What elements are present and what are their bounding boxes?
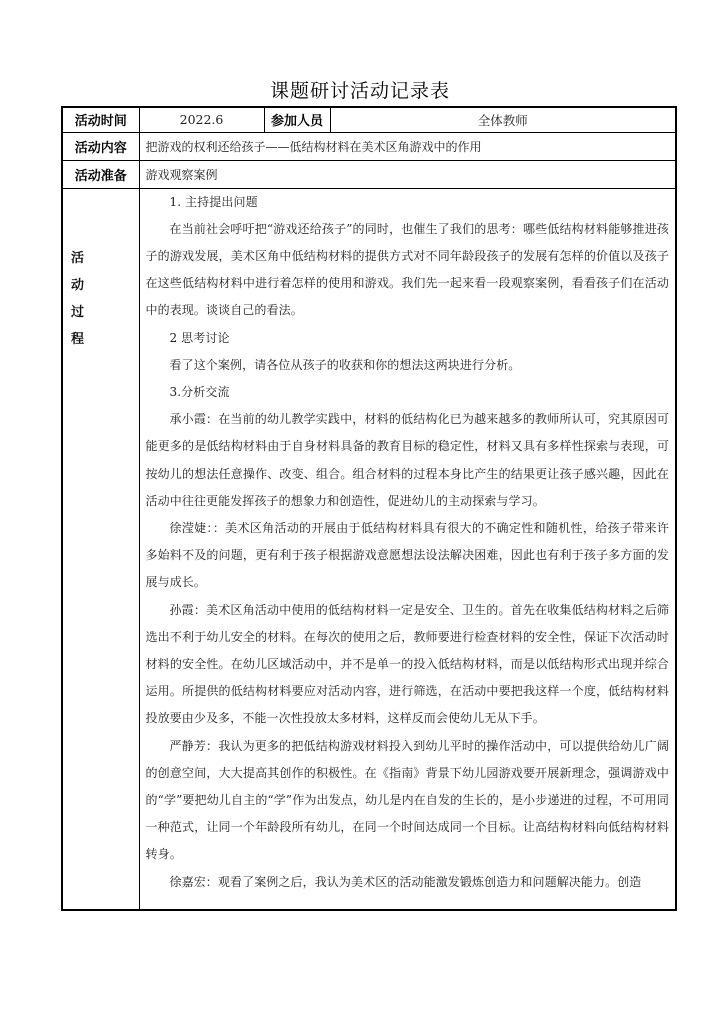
page-title: 课题研讨活动记录表	[269, 80, 450, 102]
row-activity-content	[62, 132, 676, 160]
row-activity-prep	[62, 160, 676, 188]
speaker-paragraph: 徐嘉宏：观看了案例之后，我认为美术区的活动能激发锻炼创造力和问题解决能力。创造	[169, 874, 642, 889]
process-char: 程	[71, 332, 85, 348]
process-char: 过	[71, 304, 85, 320]
value-activity-prep: 游戏观察案例	[139, 160, 676, 188]
section-heading: 3.分析交流	[169, 384, 230, 399]
value-participants: 全体教师	[330, 107, 676, 132]
section-heading: 2 思考讨论	[169, 330, 230, 345]
section-heading: 1. 主持提出问题	[169, 194, 258, 209]
value-activity-time: 2022.6	[139, 107, 264, 132]
speaker-paragraph: 孙霞：美术区角活动中使用的低结构材料一定是安全、卫生的。首先在收集低结构材料之后筛选出不利于幼儿安全的材料。在每次的使用之后，教师要进行检查材料的安全性，保证下次活动时材料的安全性。在幼儿区域活动中，并不是单一的投入低结构材料，而是以低结构形式出现并综合运用。所提供的低结构材料要应对活动内容，进行筛选，在活动中要把我这样一个度，低结构材料投放要由少及多，不能一次性投放太多材料，这样反而会使幼儿无从下手。	[145, 602, 669, 726]
value-activity-content: 把游戏的权利还给孩子——低结构材料在美术区角游戏中的作用	[139, 132, 676, 160]
label-activity-content: 活动内容	[62, 132, 139, 160]
speaker-paragraph: 严静芳：我认为更多的把低结构游戏材料投入到幼儿平时的操作活动中，可以提供给幼儿广阔的创意空间，大大提高其创作的积极性。在《指南》背景下幼儿园游戏要开展新理念，强调游戏中的“学”要把幼儿自主的“学”作为出发点，幼儿是内在自发的生长的，是小步递进的过程，不可用同一种范式，让同一个年龄段所有幼儿，在同一个时间达成同一个目标。让高结构材料向低结构材料转身。	[145, 738, 669, 862]
activity-process-content	[139, 188, 676, 910]
paragraph: 在当前社会呼吁把“游戏还给孩子”的同时，也催生了我们的思考：哪些低结构材料能够推进孩子的游戏发展，美术区角中低结构材料的提供方式对不同年龄段孩子的发展有怎样的价值以及孩子在这些低结构材料中进行着怎样的使用和游戏。我们先一起来看一段观察案例，看看孩子们在活动中的表现。谈谈自己的看法。	[145, 221, 669, 318]
process-char: 活	[71, 250, 85, 266]
speaker-paragraph: 徐滢婕：：美术区角活动的开展由于低结构材料具有很大的不确定性和随机性，给孩子带来许多始料不及的问题，更有利于孩子根据游戏意愿想法设法解决困难，因此也有利于孩子多方面的发展与成长。	[145, 520, 669, 590]
paragraph: 看了这个案例，请各位从孩子的收获和你的想法这两块进行分析。	[169, 357, 521, 372]
speaker-paragraph: 承小霞：在当前的幼儿教学实践中，材料的低结构化已为越来越多的教师所认可，究其原因可能更多的是低结构材料由于自身材料具备的教育目标的稳定性，材料又具有多样性探索与表现，可按幼儿的想法任意操作、改变、组合。组合材料的过程本身比产生的结果更让孩子感兴趣，因此在活动中往往更能发挥孩子的想象力和创造性，促进幼儿的主动探索与学习。	[145, 412, 669, 508]
label-activity-time: 活动时间	[62, 107, 139, 132]
process-char: 动	[71, 277, 85, 293]
row-activity-process	[62, 188, 676, 910]
label-activity-prep: 活动准备	[62, 160, 139, 188]
label-participants: 参加人员	[264, 107, 330, 132]
activity-record-table	[61, 106, 677, 911]
row-activity-time	[62, 107, 676, 132]
label-activity-process	[62, 188, 139, 910]
